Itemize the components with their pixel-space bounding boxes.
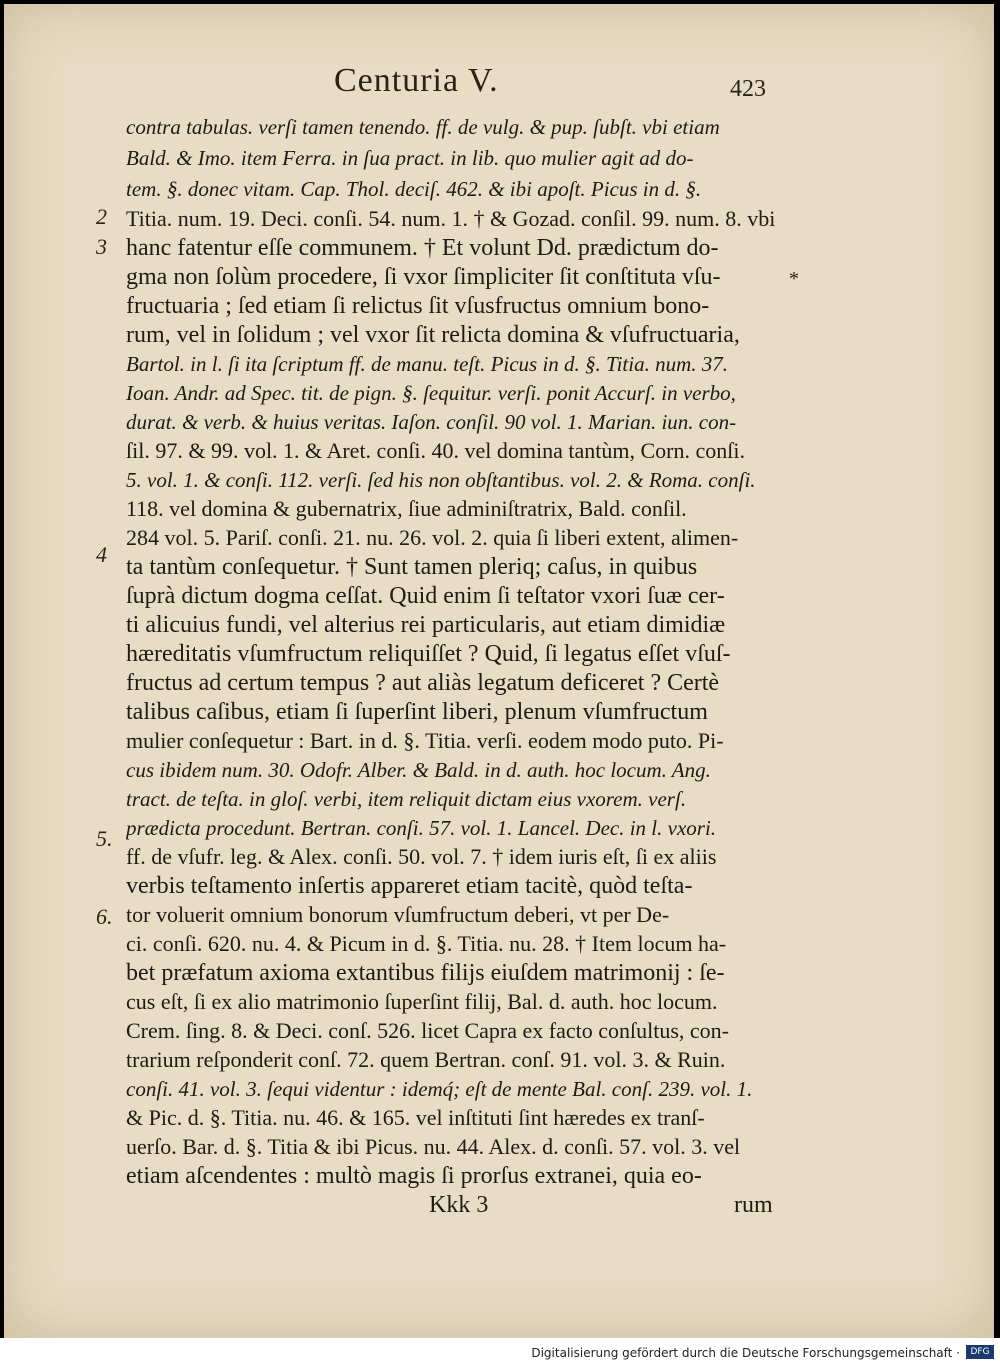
text-line: prædicta procedunt. Bertran. conſi. 57. vol. 1. Lancel. Dec. in l. vxori. <box>126 816 717 840</box>
book-page <box>4 4 994 1338</box>
text-line: durat. & verb. & huius veritas. Iaſon. conſil. 90 vol. 1. Marian. iun. con- <box>126 410 737 434</box>
text-line: Titia. num. 19. Deci. conſi. 54. num. 1. † & Gozad. conſil. 99. num. 8. vbi <box>126 206 776 231</box>
text-line: contra tabulas. verſi tamen tenendo. ff. de vulg. & pup. ſubſt. vbi etiam <box>126 115 720 139</box>
margin-note: 5. <box>96 826 113 851</box>
signature-mark: Kkk 3 <box>429 1192 489 1218</box>
text-line: bet præfatum axioma extantibus filijs eiuſdem matrimonij : ſe- <box>126 960 725 986</box>
text-line: tor voluerit omnium bonorum vſumfructum deberi, vt per De- <box>126 902 670 927</box>
margin-note: 3 <box>96 234 107 259</box>
funding-note: Digitalisierung gefördert durch die Deutsche Forschungsgemeinschaft · <box>531 1346 960 1360</box>
text-line: 284 vol. 5. Pariſ. conſi. 21. nu. 26. vol. 2. quia ſi liberi extent, alimen- <box>126 525 739 550</box>
text-line: fructus ad certum tempus ? aut aliàs legatum deficeret ? Certè <box>126 670 720 696</box>
text-line: hæreditatis vſumfructum reliquiſſet ? Quid, ſi legatus eſſet vſuſ- <box>126 641 731 667</box>
text-line: tem. §. donec vitam. Cap. Thol. deciſ. 462. & ibi apoſt. Picus in d. §. <box>126 177 702 201</box>
margin-note: 2 <box>96 204 107 229</box>
footer-bar <box>0 1338 1000 1372</box>
running-head: Centuria V. <box>334 62 499 99</box>
text-line: Bartol. in l. ſi ita ſcriptum ff. de manu. teſt. Picus in d. §. Titia. num. 37. <box>126 352 728 376</box>
text-line: etiam aſcendentes : multò magis ſi prorſus extranei, quia eo- <box>126 1163 702 1189</box>
text-line: uerſo. Bar. d. §. Titia & ibi Picus. nu. 44. Alex. d. conſi. 57. vol. 3. vel <box>126 1134 741 1159</box>
catchword: rum <box>734 1192 773 1218</box>
text-line: 118. vel domina & gubernatrix, ſiue adminiſtratrix, Bald. conſil. <box>126 496 687 521</box>
text-line: ſil. 97. & 99. vol. 1. & Aret. conſi. 40. vel domina tantùm, Corn. conſi. <box>126 438 745 463</box>
text-line: gma non ſolùm procedere, ſi vxor ſimpliciter ſit conſtituta vſu- <box>126 264 721 290</box>
margin-note: 4 <box>96 542 107 567</box>
text-line: ſuprà dictum dogma ceſſat. Quid enim ſi teſtator vxori ſuæ cer- <box>126 583 725 609</box>
text-line: talibus caſibus, etiam ſi ſuperſint liberi, plenum vſumfructum <box>126 699 708 725</box>
text-line: ta tantùm conſequetur. † Sunt tamen pleriq; caſus, in quibus <box>126 554 698 580</box>
text-line: cus ibidem num. 30. Odofr. Alber. & Bald. in d. auth. hoc locum. Ang. <box>126 758 711 782</box>
text-line: cus eſt, ſi ex alio matrimonio ſuperſint filij, Bal. d. auth. hoc locum. <box>126 989 718 1014</box>
text-line: 5. vol. 1. & conſi. 112. verſi. ſed his non obſtantibus. vol. 2. & Roma. conſi. <box>126 468 756 492</box>
text-line: ti alicuius fundi, vel alterius rei particularis, aut etiam dimidiæ <box>126 612 726 638</box>
text-line: Ioan. Andr. ad Spec. tit. de pign. §. ſequitur. verſi. ponit Accurſ. in verbo, <box>126 381 736 405</box>
text-line: mulier conſequetur : Bart. in d. §. Titia. verſi. eodem modo puto. Pi- <box>126 728 724 753</box>
text-line: hanc fatentur eſſe communem. † Et volunt Dd. prædictum do- <box>126 235 719 261</box>
text-line: Crem. ſing. 8. & Deci. conſ. 526. licet Capra ex facto conſultus, con- <box>126 1018 730 1043</box>
text-line: trarium reſponderit conſ. 72. quem Bertran. conſ. 91. vol. 3. & Ruin. <box>126 1047 726 1072</box>
text-line: verbis teſtamento inſertis appareret etiam tacitè, quòd teſta- <box>126 873 693 899</box>
text-line: ci. conſi. 620. nu. 4. & Picum in d. §. Titia. nu. 28. † Item locum ha- <box>126 931 727 956</box>
margin-mark: * <box>789 268 799 290</box>
margin-note: 6. <box>96 904 113 929</box>
page-number: 423 <box>730 76 766 102</box>
text-line: tract. de teſta. in gloſ. verbi, item reliquit dictam eius vxorem. verſ. <box>126 787 687 811</box>
text-line: ff. de vſufr. leg. & Alex. conſi. 50. vol. 7. † idem iuris eſt, ſi ex aliis <box>126 844 717 869</box>
text-line: conſi. 41. vol. 3. ſequi videntur : idemq́; eſt de mente Bal. conſ. 239. vol. 1. <box>126 1077 753 1101</box>
dfg-logo-icon: DFG <box>966 1345 994 1359</box>
text-line: rum, vel in ſolidum ; vel vxor ſit relicta domina & vſufructuaria, <box>126 322 740 348</box>
text-line: Bald. & Imo. item Ferra. in ſua pract. in lib. quo mulier agit ad do- <box>126 146 694 170</box>
text-line: & Pic. d. §. Titia. nu. 46. & 165. vel inſtituti ſint hæredes ex tranſ- <box>126 1105 705 1130</box>
text-line: fructuaria ; ſed etiam ſi relictus ſit vſusfructus omnium bono- <box>126 293 710 319</box>
